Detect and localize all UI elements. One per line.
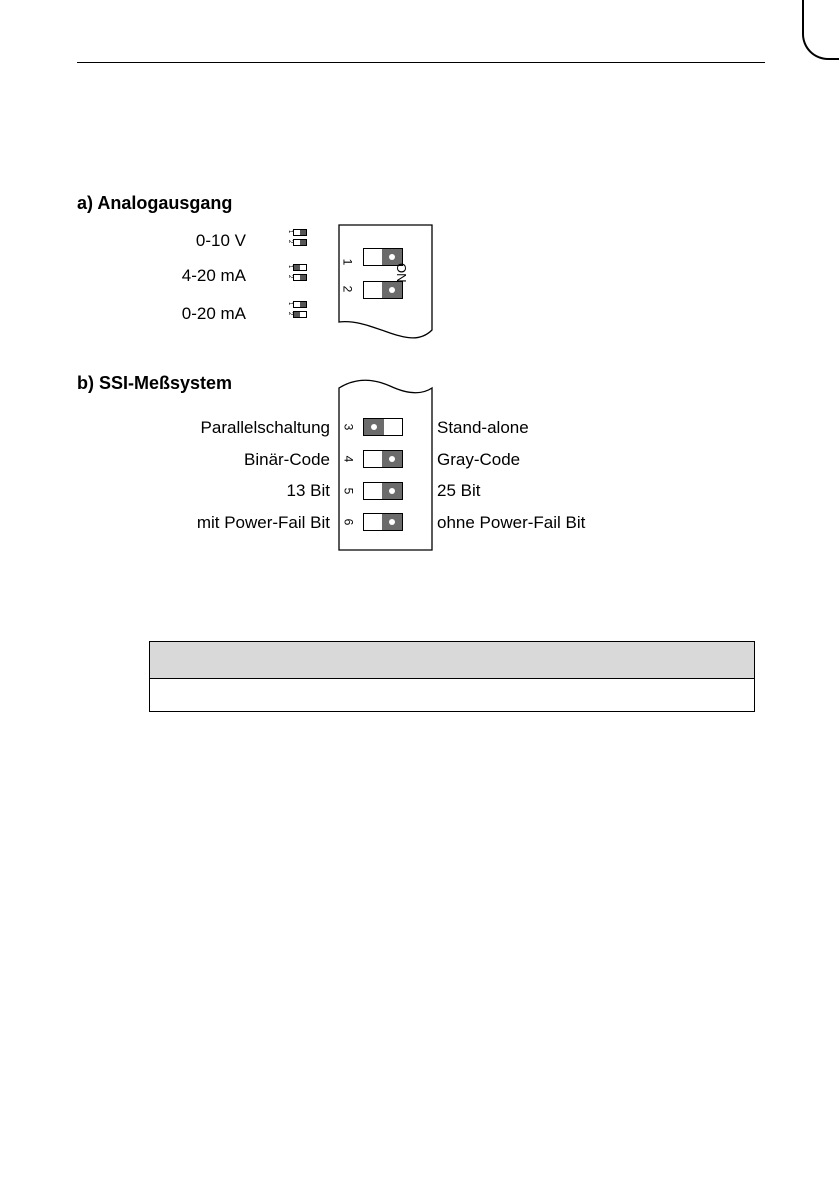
mini-switch-number: 1 (287, 301, 293, 305)
info-table-header (150, 642, 754, 679)
switch-number-6: 6 (341, 518, 356, 526)
info-table (149, 641, 755, 712)
dip-switch-3 (363, 418, 403, 436)
switch-number-5: 5 (341, 487, 356, 495)
option-label-4-20ma: 4-20 mA (181, 266, 246, 285)
option-label-0-20ma: 0-20 mA (181, 304, 246, 323)
info-table-body (150, 679, 754, 711)
left-label-switch-4: Binär-Code (244, 450, 330, 469)
mini-switch-number: 2 (287, 274, 293, 278)
mini-switch-number: 2 (287, 311, 293, 315)
dip-switch-2 (363, 281, 403, 299)
left-label-switch-3: Parallelschaltung (200, 418, 330, 437)
mini-switch-number: 2 (287, 239, 293, 243)
switch-number-3: 3 (341, 423, 356, 431)
dip-switch-4 (363, 450, 403, 468)
right-label-switch-6: ohne Power-Fail Bit (437, 513, 586, 532)
right-label-switch-5: 25 Bit (437, 481, 481, 500)
switch-number-1: 1 (340, 258, 355, 266)
dip-switch-6 (363, 513, 403, 531)
left-label-switch-5: 13 Bit (286, 481, 330, 500)
right-label-switch-4: Gray-Code (437, 450, 521, 469)
mini-switch-number: 1 (287, 229, 293, 233)
section-a-heading: a) Analogausgang (77, 193, 233, 213)
option-label-0-10v: 0-10 V (195, 231, 246, 250)
dip-switch-5 (363, 482, 403, 500)
left-label-switch-6: mit Power-Fail Bit (196, 513, 330, 532)
switch-number-2: 2 (340, 285, 355, 293)
mini-switch-number: 1 (287, 264, 293, 268)
switch-number-4: 4 (341, 455, 356, 463)
section-b-heading: b) SSI-Meßsystem (77, 373, 233, 393)
on-label: ON (394, 263, 409, 283)
right-label-switch-3: Stand-alone (437, 418, 529, 437)
